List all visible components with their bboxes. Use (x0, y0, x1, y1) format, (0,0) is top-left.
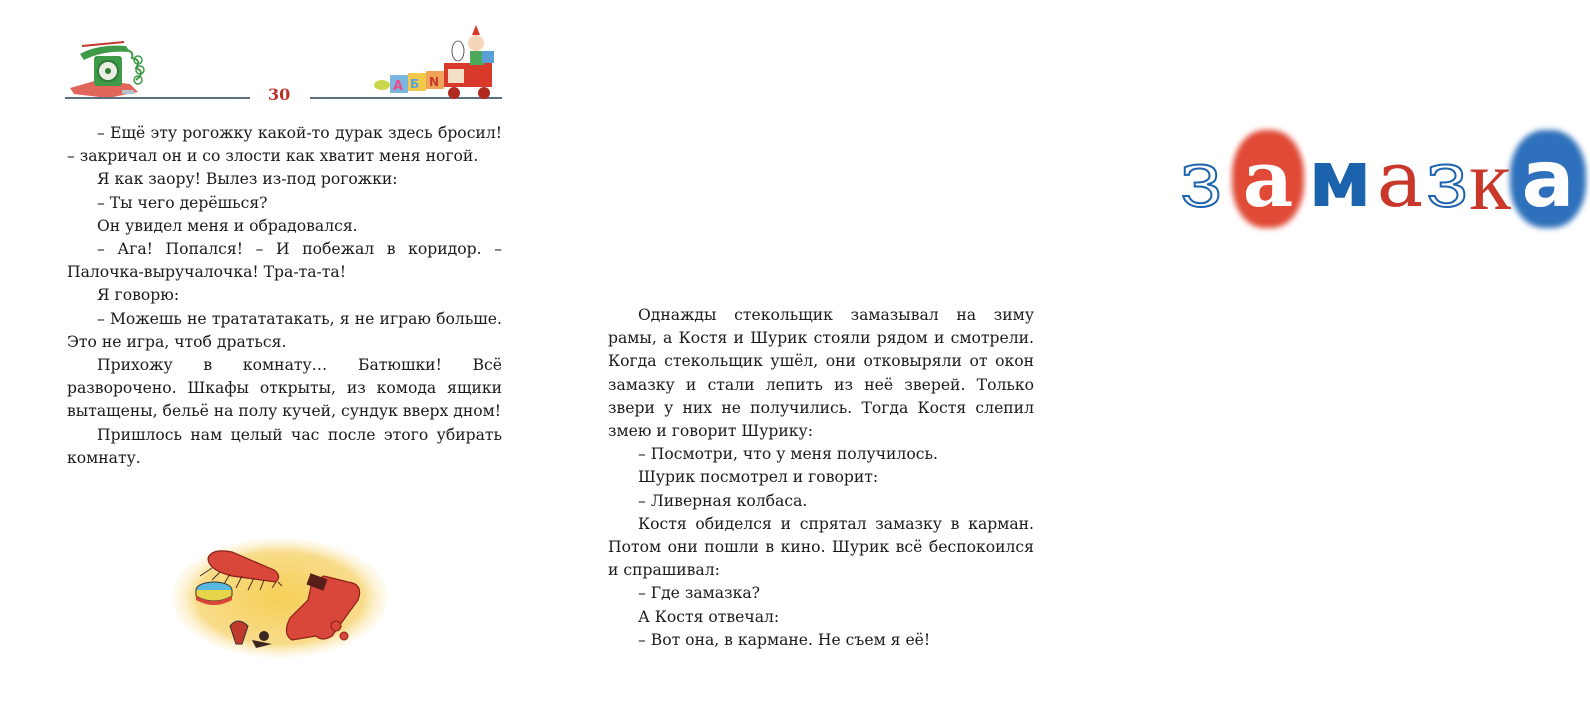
paragraph: – Ага! Попался! – И побежал в коридор. – Палочка-выручалочка! Тра-та-та! (67, 240, 502, 282)
title-letter: з (1425, 135, 1469, 225)
telephone-illustration (68, 40, 166, 98)
paragraph: А Костя отвечал: (638, 607, 780, 626)
title-letter: з (1179, 135, 1223, 225)
right-page-text (608, 304, 1034, 652)
header-rule (65, 97, 250, 99)
svg-text:Б: Б (410, 77, 420, 91)
brush-and-shoe-illustration (172, 540, 387, 665)
paragraph: – Ещё эту рогожку какой-то дурак здесь бросил! – закричал он и со злости как хватит меня ногой. (67, 124, 502, 166)
right-page (550, 0, 1575, 726)
paragraph: – Вот она, в кармане. Не съем я её! (638, 630, 931, 649)
paragraph: Он увидел меня и обрадовался. (97, 216, 358, 235)
paragraph: – Ливерная колбаса. (638, 491, 808, 510)
toys-illustration (372, 25, 500, 100)
paragraph: Шурик посмотрел и говорит: (638, 468, 879, 487)
title-letter: к (1469, 132, 1511, 228)
left-page-text (67, 122, 502, 470)
title-letter: а (1242, 134, 1294, 225)
paragraph: Прихожу в комнату… Батюшки! Всё разворочено. Шкафы открыты, из комода ящики вытащены, бельё на полу кучей, сундук вверх дном! (67, 356, 502, 421)
paragraph: Костя обиделся и спрятал замазку в карман. Потом они пошли в кино. Шурик всё беспокоился и спрашивал: (608, 514, 1034, 580)
chapter-title (1170, 125, 1590, 235)
paragraph: Я говорю: (97, 286, 180, 305)
paragraph: Однажды стекольщик замазывал на зиму рамы, а Костя и Шурик стояли рядом и смотрели. Когда стекольщик ушёл, они отковыряли от окон замазку и стали лепить из неё зверей. Только звери у них не получились. Тогда Костя слепил змею и говорит Шурику: (608, 306, 1034, 441)
svg-text:N: N (429, 75, 440, 89)
left-page (0, 0, 550, 726)
paragraph: – Ты чего дерёшься? (97, 193, 268, 212)
paragraph: – Посмотри, что у меня получилось. (638, 445, 938, 464)
page-number: 30 (268, 85, 291, 104)
paragraph: – Можешь не тратататакать, я не играю больше. Это не игра, чтоб драться. (67, 309, 502, 351)
title-letter: а (1521, 135, 1575, 225)
title-letter: м (1308, 135, 1372, 225)
paragraph: Я как заору! Вылез из-под рогожки: (97, 170, 398, 189)
svg-text:A: A (393, 79, 404, 94)
paragraph: – Где замазка? (638, 584, 761, 603)
paragraph: Пришлось нам целый час после этого убирать комнату. (67, 425, 502, 467)
title-letter: а (1376, 135, 1424, 225)
